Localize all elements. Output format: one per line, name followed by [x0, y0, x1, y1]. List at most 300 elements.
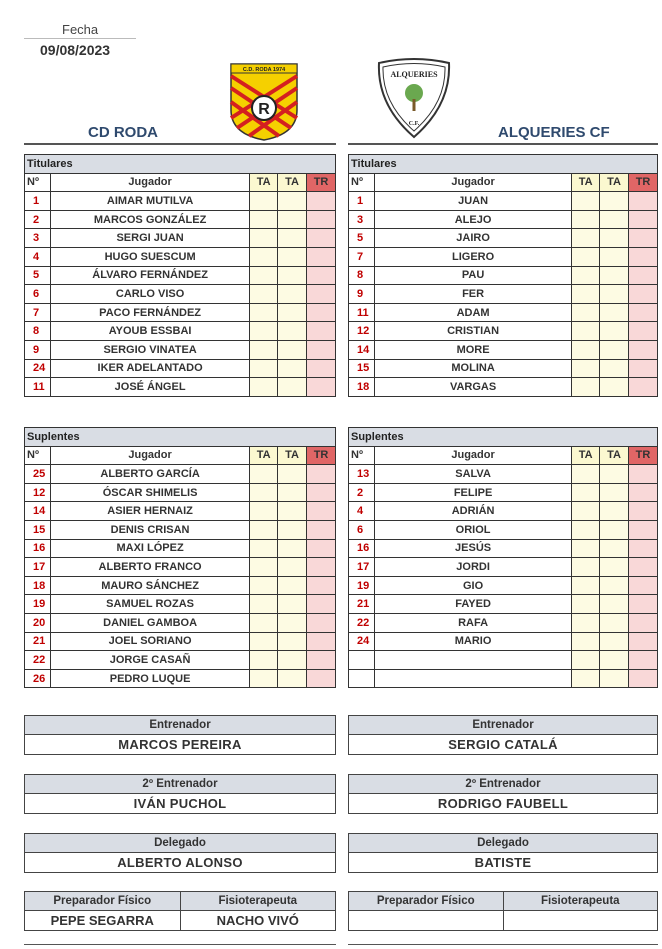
player-row — [25, 613, 336, 632]
footer-divider — [348, 944, 658, 945]
ta-cell — [278, 502, 307, 521]
player-number: 17 — [25, 558, 51, 577]
player-row — [25, 669, 336, 688]
player-number — [349, 651, 375, 670]
player-number: 18 — [25, 576, 51, 595]
player-name: FAYED — [374, 595, 571, 614]
player-number: 5 — [349, 229, 375, 248]
ta-cell — [250, 613, 278, 632]
ta-cell — [600, 539, 629, 558]
away-fisico-box — [348, 891, 658, 931]
player-name: MARIO — [374, 632, 571, 651]
col-ta: TA — [572, 173, 600, 192]
player-name: MAURO SÁNCHEZ — [50, 576, 249, 595]
ta-cell — [278, 210, 307, 229]
player-row — [25, 558, 336, 577]
player-name: SERGI JUAN — [50, 229, 249, 248]
section-title: Titulares — [25, 155, 336, 174]
tr-cell — [629, 483, 658, 502]
player-name: GIO — [374, 576, 571, 595]
tr-cell — [307, 247, 336, 266]
player-name: PACO FERNÁNDEZ — [50, 303, 249, 322]
ta-cell — [600, 632, 629, 651]
tr-cell — [629, 322, 658, 341]
ta-cell — [278, 247, 307, 266]
tr-cell — [629, 378, 658, 397]
ta-cell — [250, 359, 278, 378]
ta-cell — [278, 595, 307, 614]
tr-cell — [629, 651, 658, 670]
fisioterapeuta-label: Fisioterapeuta — [504, 892, 658, 911]
ta-cell — [278, 322, 307, 341]
player-number: 20 — [25, 613, 51, 632]
tr-cell — [307, 266, 336, 285]
ta-cell — [572, 285, 600, 304]
player-row — [25, 632, 336, 651]
player-name: AYOUB ESSBAI — [50, 322, 249, 341]
player-number: 14 — [349, 340, 375, 359]
ta-cell — [278, 266, 307, 285]
col-ta: TA — [278, 173, 307, 192]
col-ta: TA — [600, 446, 629, 465]
ta-cell — [278, 558, 307, 577]
ta-cell — [572, 558, 600, 577]
delegado-label: Delegado — [349, 834, 657, 853]
player-row — [25, 502, 336, 521]
ta-cell — [600, 520, 629, 539]
ta-cell — [250, 539, 278, 558]
preparador-fisico-value: PEPE SEGARRA — [50, 913, 154, 928]
player-number: 9 — [25, 340, 51, 359]
section-title: Suplentes — [25, 428, 336, 447]
player-name: ALBERTO FRANCO — [50, 558, 249, 577]
player-number: 2 — [349, 483, 375, 502]
player-row — [349, 303, 658, 322]
ta-cell — [600, 651, 629, 670]
ta-cell — [572, 539, 600, 558]
tr-cell — [629, 539, 658, 558]
player-row — [349, 266, 658, 285]
player-name: JORDI — [374, 558, 571, 577]
ta-cell — [250, 502, 278, 521]
player-name: DENIS CRISAN — [50, 520, 249, 539]
player-row — [25, 576, 336, 595]
ta-cell — [572, 340, 600, 359]
tr-cell — [307, 502, 336, 521]
player-name: CRISTIAN — [374, 322, 571, 341]
ta-cell — [572, 502, 600, 521]
player-name: SALVA — [374, 465, 571, 484]
home-suplentes-table — [24, 427, 336, 688]
player-name — [374, 651, 571, 670]
ta-cell — [250, 558, 278, 577]
player-number: 17 — [349, 558, 375, 577]
tr-cell — [307, 613, 336, 632]
player-name: HUGO SUESCUM — [50, 247, 249, 266]
home-titulares-table — [24, 154, 336, 397]
player-name: MORE — [374, 340, 571, 359]
player-number: 15 — [25, 520, 51, 539]
player-name: SERGIO VINATEA — [50, 340, 249, 359]
ta-cell — [572, 483, 600, 502]
footer-divider — [24, 944, 336, 945]
ta-cell — [600, 483, 629, 502]
away-titulares-table — [348, 154, 658, 397]
ta-cell — [278, 651, 307, 670]
player-name: ADAM — [374, 303, 571, 322]
player-row — [349, 539, 658, 558]
player-number: 16 — [25, 539, 51, 558]
player-number: 9 — [349, 285, 375, 304]
player-number: 24 — [25, 359, 51, 378]
away-suplentes-table — [348, 427, 658, 688]
preparador-fisico-label: Preparador Físico — [349, 892, 503, 911]
tr-cell — [307, 483, 336, 502]
tr-cell — [629, 247, 658, 266]
player-number: 25 — [25, 465, 51, 484]
player-row — [349, 285, 658, 304]
player-number: 16 — [349, 539, 375, 558]
player-name: MARCOS GONZÁLEZ — [50, 210, 249, 229]
player-number: 19 — [349, 576, 375, 595]
ta-cell — [250, 192, 278, 211]
col-ta: TA — [572, 446, 600, 465]
tr-cell — [307, 192, 336, 211]
player-row — [349, 229, 658, 248]
ta-cell — [600, 595, 629, 614]
col-ta: TA — [250, 446, 278, 465]
player-row — [25, 303, 336, 322]
ta-cell — [250, 378, 278, 397]
player-number: 12 — [349, 322, 375, 341]
ta-cell — [278, 632, 307, 651]
player-row — [349, 210, 658, 229]
player-number: 24 — [349, 632, 375, 651]
section-title: Titulares — [349, 155, 658, 174]
tr-cell — [629, 229, 658, 248]
tr-cell — [307, 285, 336, 304]
fisioterapeuta-value — [504, 911, 658, 930]
player-row — [349, 669, 658, 688]
col-jugador: Jugador — [50, 173, 249, 192]
ta-cell — [278, 192, 307, 211]
tr-cell — [629, 576, 658, 595]
tr-cell — [307, 465, 336, 484]
tr-cell — [629, 465, 658, 484]
ta-cell — [250, 285, 278, 304]
player-number — [349, 669, 375, 688]
player-name: MAXI LÓPEZ — [50, 539, 249, 558]
section-title: Suplentes — [349, 428, 658, 447]
player-row — [25, 483, 336, 502]
player-number: 26 — [25, 669, 51, 688]
preparador-fisico-label: Preparador Físico — [25, 892, 180, 911]
player-name: DANIEL GAMBOA — [50, 613, 249, 632]
player-name: JESÚS — [374, 539, 571, 558]
fecha-label: Fecha — [62, 22, 99, 37]
away-delegado-box — [348, 833, 658, 873]
tr-cell — [629, 502, 658, 521]
tr-cell — [307, 632, 336, 651]
ta-cell — [572, 465, 600, 484]
player-number: 3 — [349, 210, 375, 229]
ta-cell — [250, 576, 278, 595]
ta-cell — [572, 669, 600, 688]
player-row — [25, 651, 336, 670]
ta-cell — [278, 483, 307, 502]
player-name — [374, 669, 571, 688]
ta-cell — [600, 210, 629, 229]
player-row — [349, 520, 658, 539]
player-number: 3 — [25, 229, 51, 248]
tr-cell — [629, 632, 658, 651]
player-name: MOLINA — [374, 359, 571, 378]
tr-cell — [629, 613, 658, 632]
delegado-value: ALBERTO ALONSO — [117, 855, 243, 870]
ta-cell — [278, 378, 307, 397]
player-name: PEDRO LUQUE — [50, 669, 249, 688]
player-name: JORGE CASAÑ — [50, 651, 249, 670]
ta-cell — [250, 229, 278, 248]
player-number: 1 — [25, 192, 51, 211]
player-name: ÓSCAR SHIMELIS — [50, 483, 249, 502]
ta-cell — [600, 378, 629, 397]
tr-cell — [307, 595, 336, 614]
player-name: LIGERO — [374, 247, 571, 266]
player-number: 19 — [25, 595, 51, 614]
tr-cell — [307, 229, 336, 248]
entrenador-label: Entrenador — [25, 716, 335, 735]
player-row — [349, 576, 658, 595]
tr-cell — [629, 210, 658, 229]
player-row — [25, 520, 336, 539]
ta-cell — [278, 539, 307, 558]
tr-cell — [629, 669, 658, 688]
ta-cell — [600, 229, 629, 248]
player-name: ALBERTO GARCÍA — [50, 465, 249, 484]
ta-cell — [278, 340, 307, 359]
ta-cell — [278, 520, 307, 539]
tr-cell — [629, 303, 658, 322]
fisioterapeuta-label: Fisioterapeuta — [181, 892, 336, 911]
player-name: JUAN — [374, 192, 571, 211]
player-row — [349, 558, 658, 577]
player-row — [349, 632, 658, 651]
player-name: ÁLVARO FERNÁNDEZ — [50, 266, 249, 285]
player-name: CARLO VISO — [50, 285, 249, 304]
player-number: 14 — [25, 502, 51, 521]
ta-cell — [600, 669, 629, 688]
tr-cell — [629, 266, 658, 285]
player-row — [25, 539, 336, 558]
player-row — [349, 247, 658, 266]
delegado-label: Delegado — [25, 834, 335, 853]
ta-cell — [278, 285, 307, 304]
ta-cell — [250, 595, 278, 614]
tr-cell — [629, 285, 658, 304]
ta-cell — [572, 378, 600, 397]
tr-cell — [307, 340, 336, 359]
player-row — [349, 340, 658, 359]
fisioterapeuta-value: NACHO VIVÓ — [216, 913, 299, 928]
player-number: 12 — [25, 483, 51, 502]
ta-cell — [278, 669, 307, 688]
ta-cell — [278, 576, 307, 595]
tr-cell — [629, 192, 658, 211]
segundo-entrenador-label: 2º Entrenador — [25, 775, 335, 794]
ta-cell — [600, 576, 629, 595]
player-number: 8 — [349, 266, 375, 285]
segundo-entrenador-value: RODRIGO FAUBELL — [437, 796, 569, 811]
player-row — [349, 651, 658, 670]
player-row — [25, 266, 336, 285]
ta-cell — [572, 595, 600, 614]
player-number: 11 — [349, 303, 375, 322]
tr-cell — [629, 558, 658, 577]
player-row — [25, 192, 336, 211]
player-row — [349, 502, 658, 521]
tr-cell — [307, 359, 336, 378]
player-number: 1 — [349, 192, 375, 211]
ta-cell — [572, 632, 600, 651]
player-number: 4 — [25, 247, 51, 266]
player-row — [25, 378, 336, 397]
entrenador-value: SERGIO CATALÁ — [448, 737, 558, 752]
ta-cell — [572, 266, 600, 285]
ta-cell — [250, 465, 278, 484]
delegado-value: BATISTE — [474, 855, 532, 870]
segundo-entrenador-value: IVÁN PUCHOL — [133, 796, 227, 811]
tr-cell — [629, 340, 658, 359]
col-jugador: Jugador — [50, 446, 249, 465]
cd-roda-crest — [229, 62, 299, 142]
player-name: AIMAR MUTILVA — [50, 192, 249, 211]
tr-cell — [307, 539, 336, 558]
crest-text: ALQUERIES — [390, 70, 438, 79]
entrenador-value: MARCOS PEREIRA — [118, 737, 242, 752]
player-number: 6 — [349, 520, 375, 539]
player-number: 11 — [25, 378, 51, 397]
ta-cell — [600, 340, 629, 359]
player-name: RAFA — [374, 613, 571, 632]
tr-cell — [307, 322, 336, 341]
ta-cell — [572, 651, 600, 670]
player-row — [349, 192, 658, 211]
player-row — [25, 322, 336, 341]
ta-cell — [250, 669, 278, 688]
ta-cell — [278, 465, 307, 484]
ta-cell — [572, 229, 600, 248]
crest-text: C.D. RODA 1974 — [242, 67, 286, 73]
home-delegado-box — [24, 833, 336, 873]
player-name: JOEL SORIANO — [50, 632, 249, 651]
home-divider — [24, 143, 336, 145]
ta-cell — [278, 613, 307, 632]
player-name: SAMUEL ROZAS — [50, 595, 249, 614]
ta-cell — [572, 520, 600, 539]
ta-cell — [600, 285, 629, 304]
player-number: 2 — [25, 210, 51, 229]
ta-cell — [600, 613, 629, 632]
col-tr: TR — [629, 446, 658, 465]
preparador-fisico-value — [349, 911, 503, 930]
player-number: 6 — [25, 285, 51, 304]
tr-cell — [307, 651, 336, 670]
player-name: ALEJO — [374, 210, 571, 229]
player-row — [349, 613, 658, 632]
ta-cell — [572, 192, 600, 211]
col-tr: TR — [307, 446, 336, 465]
ta-cell — [572, 303, 600, 322]
fecha-value: 09/08/2023 — [40, 42, 111, 58]
player-row — [349, 595, 658, 614]
player-name: FELIPE — [374, 483, 571, 502]
tr-cell — [629, 595, 658, 614]
player-row — [349, 465, 658, 484]
col-tr: TR — [629, 173, 658, 192]
player-name: JAIRO — [374, 229, 571, 248]
player-number: 21 — [349, 595, 375, 614]
fecha-divider — [24, 38, 136, 39]
tr-cell — [629, 359, 658, 378]
player-name: VARGAS — [374, 378, 571, 397]
player-name: ADRIÁN — [374, 502, 571, 521]
tr-cell — [307, 576, 336, 595]
player-number: 22 — [349, 613, 375, 632]
col-ta: TA — [278, 446, 307, 465]
ta-cell — [278, 229, 307, 248]
ta-cell — [250, 651, 278, 670]
tr-cell — [307, 303, 336, 322]
tr-cell — [307, 520, 336, 539]
player-number: 5 — [25, 266, 51, 285]
ta-cell — [250, 483, 278, 502]
col-jugador: Jugador — [374, 446, 571, 465]
player-name: PAU — [374, 266, 571, 285]
home-segundo-entrenador-box — [24, 774, 336, 814]
ta-cell — [572, 247, 600, 266]
ta-cell — [600, 247, 629, 266]
player-number: 22 — [25, 651, 51, 670]
player-name: JOSÉ ÁNGEL — [50, 378, 249, 397]
player-number: 15 — [349, 359, 375, 378]
player-row — [349, 378, 658, 397]
ta-cell — [600, 502, 629, 521]
ta-cell — [572, 322, 600, 341]
ta-cell — [600, 303, 629, 322]
player-row — [25, 247, 336, 266]
player-number: 18 — [349, 378, 375, 397]
home-entrenador-box — [24, 715, 336, 755]
away-segundo-entrenador-box — [348, 774, 658, 814]
player-row — [349, 322, 658, 341]
alqueries-crest — [375, 55, 453, 139]
ta-cell — [600, 558, 629, 577]
ta-cell — [250, 520, 278, 539]
home-team-name: CD RODA — [88, 124, 158, 141]
player-row — [25, 210, 336, 229]
ta-cell — [250, 322, 278, 341]
player-name: ASIER HERNAIZ — [50, 502, 249, 521]
player-row — [25, 285, 336, 304]
ta-cell — [600, 322, 629, 341]
col-tr: TR — [307, 173, 336, 192]
ta-cell — [250, 210, 278, 229]
col-ta: TA — [600, 173, 629, 192]
col-ta: TA — [250, 173, 278, 192]
ta-cell — [250, 266, 278, 285]
ta-cell — [250, 247, 278, 266]
